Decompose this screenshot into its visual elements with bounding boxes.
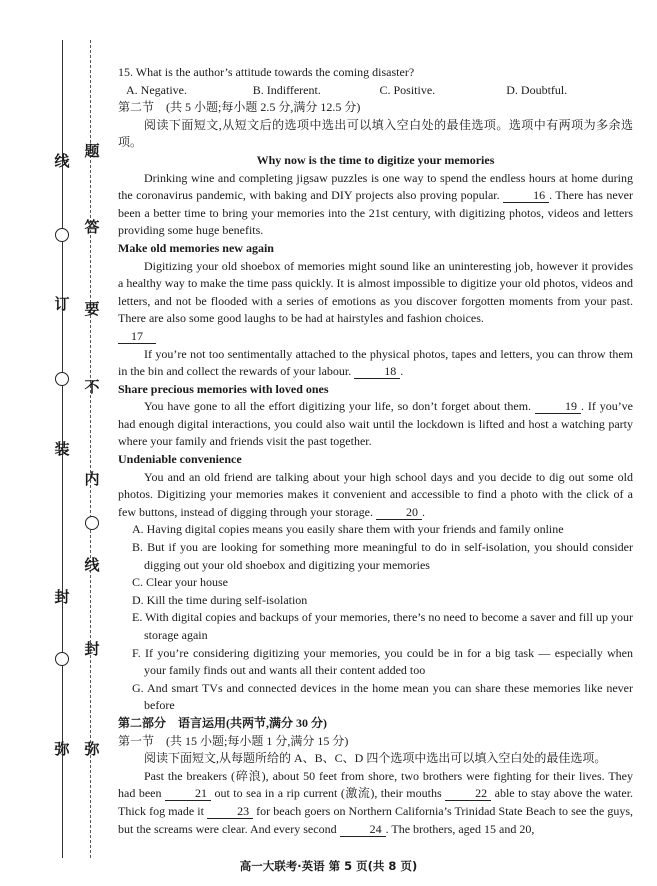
page-content <box>118 64 633 838</box>
binding-char: 弥 <box>54 740 70 758</box>
blank-17: 17 <box>118 329 156 344</box>
binding-line-inner <box>90 40 91 858</box>
passage-paragraph: If you’re not too sentimentally attached to the physical photos, tapes and letters, you can throw them in the bin and collect the rewards of your labour. 18 . <box>118 346 633 379</box>
blank-24: 24 <box>340 822 386 837</box>
passage-paragraph: Digitizing your old shoebox of memories might sound like an uninteresting job, however it provides a healthy way to make the time pass quickly. It is almost impossible to digitize your old photos, videos and letters, and not be flooded with a series of emotions as you discover forgotten moments from your past. There are also some good laughs to be had at hairstyles and fashion choices. <box>118 258 633 326</box>
binding-char: 题 <box>84 142 100 160</box>
subheading: Share precious memories with loved ones <box>118 381 329 396</box>
blank-22: 22 <box>445 786 491 801</box>
binding-char: 答 <box>84 218 100 236</box>
binding-circle <box>55 228 69 242</box>
blank-21: 21 <box>165 786 211 801</box>
binding-char: 要 <box>84 300 100 318</box>
binding-circle <box>55 372 69 386</box>
choice-d: D. Kill the time during self-isolation <box>132 592 308 607</box>
question-15-stem: 15. What is the author’s attitude towards the coming disaster? <box>118 65 415 79</box>
binding-char: 内 <box>84 470 100 488</box>
blank-20: 20 <box>376 505 422 520</box>
binding-char: 线 <box>84 556 100 574</box>
passage-paragraph: Drinking wine and completing jigsaw puzzles is one way to spend the endless hours at home during the coronavirus pandemic, with baking and DIY projects also proving popular. 16 . There has never been a better time to bring your memories into the 21st century, with digitizing photos, videos and letters providing some huge benefits. <box>118 170 633 238</box>
binding-char: 订 <box>54 295 70 313</box>
subheading: Make old memories new again <box>118 240 274 255</box>
binding-char: 线 <box>54 152 70 170</box>
binding-circle <box>55 652 69 666</box>
passage-title: Why now is the time to digitize your memories <box>256 152 495 167</box>
blank-17-line <box>118 328 633 346</box>
blank-16: 16 <box>503 188 549 203</box>
choice-e: E. With digital copies and backups of your memories, there’s no need to become a saver and fill up your storage again <box>132 610 633 642</box>
passage-paragraph: You and an old friend are talking about your high school days and you decide to dig out some old photos. Digitizing your memories makes it convenient and accessible to find a photo with the click of a few buttons, instead of digging through your storage. 20 . <box>118 469 633 519</box>
choice-c: C. Clear your house <box>132 575 228 590</box>
choice-a: A. Having digital copies means you easily share them with your friends and family online <box>132 522 564 537</box>
option-d: D. Doubtful. <box>506 82 568 97</box>
choice-g: G. And smart TVs and connected devices in the home mean you can share these memories like never before <box>132 680 633 713</box>
section-header: 第一节 (共 15 小题;每小题 1 分,满分 15 分) <box>118 733 349 748</box>
part-header: 第二部分 语言运用(共两节,满分 30 分) <box>118 715 327 730</box>
binding-char: 装 <box>54 440 70 458</box>
binding-char: 不 <box>84 378 100 396</box>
choice-b: B. But if you are looking for something more meaningful to do in self-isolation, you should consider digging out your old shoebox and digitizing your memories <box>132 540 633 572</box>
section-header: 第二节 (共 5 小题;每小题 2.5 分,满分 12.5 分) <box>118 100 361 115</box>
cloze-paragraph: Past the breakers (碎浪), about 50 feet from shore, two brothers were fighting for their lives. They had been 21 out to sea in a rip current (激流), their mouths 22 able to stay above the water. Thick fog made it 23 for beach goers on Northern California’s Trinidad State Beach to see the guys, but the screams were clear. And every second 24 . The brothers, aged 15 and 20, <box>118 768 634 836</box>
section-instructions: 阅读下面短文,从每题所给的 A、B、C、D 四个选项中选出可以填入空白处的最佳选项。 <box>144 751 607 766</box>
binding-char: 弥 <box>84 740 100 758</box>
subheading: Undeniable convenience <box>118 452 242 467</box>
option-c: C. Positive. <box>379 82 436 97</box>
page-footer: 高一大联考·英语 第 5 页(共 8 页) <box>239 859 418 873</box>
option-b: B. Indifferent. <box>252 82 321 97</box>
binding-char: 封 <box>84 640 100 658</box>
choice-f: F. If you’re considering digitizing your memories, you could be in for a big task — especially when your family finds out and wants all their content added too <box>132 645 633 678</box>
section-instructions: 阅读下面短文,从短文后的选项中选出可以填入空白处的最佳选项。选项中有两项为多余选项。 <box>118 117 633 150</box>
binding-circle <box>85 516 99 530</box>
blank-23: 23 <box>207 804 253 819</box>
option-a: A. Negative. <box>126 82 187 97</box>
binding-char: 封 <box>54 588 70 606</box>
passage-paragraph: You have gone to all the effort digitizing your life, so don’t forget about them. 19 . If you’ve had enough digital interactions, you could also wait until the lockdown is lifted and host a watching party where your family and friends visit the past together. <box>118 399 634 449</box>
blank-19: 19 <box>535 399 581 414</box>
question-15-options <box>118 82 633 100</box>
blank-18: 18 <box>354 364 400 379</box>
binding-margin <box>0 0 110 886</box>
